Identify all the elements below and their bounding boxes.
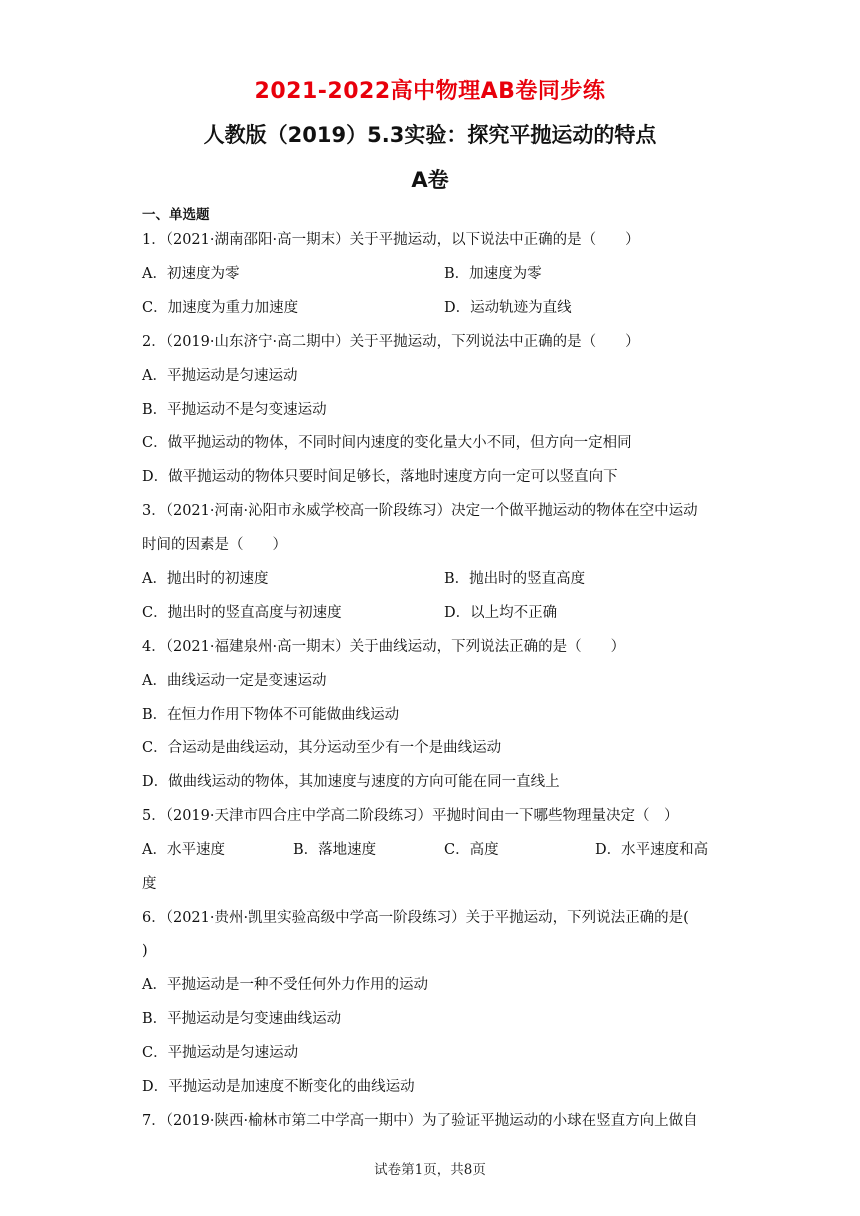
- question-5-stem: 5．（2019·天津市四合庄中学高二阶段练习）平抛时间由一下哪些物理量决定（ ）: [142, 808, 679, 824]
- question-2-option-a: A．平抛运动是匀速运动: [142, 368, 298, 384]
- question-1-option-d: D．运动轨迹为直线: [444, 300, 572, 316]
- question-3-stem-line1: 3．（2021·河南·沁阳市永威学校高一阶段练习）决定一个做平抛运动的物体在空中运动: [142, 503, 698, 519]
- section-heading: 一、单选题: [142, 207, 210, 223]
- question-2-option-d: D．做平抛运动的物体只要时间足够长，落地时速度方向一定可以竖直向下: [142, 469, 618, 485]
- paper-label: A卷: [411, 168, 449, 192]
- question-1-option-b: B．加速度为零: [444, 266, 542, 282]
- question-1-option-a: A．初速度为零: [142, 266, 240, 282]
- question-3-option-d: D．以上均不正确: [444, 605, 558, 621]
- question-4-option-b: B．在恒力作用下物体不可能做曲线运动: [142, 707, 400, 723]
- question-5-option-d-continued: 度: [142, 876, 157, 892]
- question-6-option-b: B．平抛运动是匀变速曲线运动: [142, 1011, 342, 1027]
- question-3-option-a: A．抛出时的初速度: [142, 571, 269, 587]
- question-6-stem-line1: 6．（2021·贵州·凯里实验高级中学高一阶段练习）关于平抛运动，下列说法正确的是(: [142, 910, 689, 926]
- question-6-option-d: D．平抛运动是加速度不断变化的曲线运动: [142, 1079, 415, 1095]
- question-6-option-a: A．平抛运动是一种不受任何外力作用的运动: [142, 977, 428, 993]
- question-5-option-c: C．高度: [444, 842, 499, 858]
- question-4-option-d: D．做曲线运动的物体，其加速度与速度的方向可能在同一直线上: [142, 774, 560, 790]
- question-4-option-a: A．曲线运动一定是变速运动: [142, 673, 327, 689]
- question-6-option-c: C．平抛运动是匀速运动: [142, 1045, 299, 1061]
- question-3-option-b: B．抛出时的竖直高度: [444, 571, 586, 587]
- question-1-option-c: C．加速度为重力加速度: [142, 300, 299, 316]
- exam-subtitle: 人教版（2019）5.3实验：探究平抛运动的特点: [203, 123, 657, 147]
- question-3-option-c: C．抛出时的竖直高度与初速度: [142, 605, 342, 621]
- question-5-option-a: A．水平速度: [142, 842, 225, 858]
- question-6-stem-line2: ): [142, 943, 148, 959]
- question-2-option-c: C．做平抛运动的物体，不同时间内速度的变化量大小不同，但方向一定相同: [142, 435, 632, 451]
- question-1-stem: 1．（2021·湖南邵阳·高一期末）关于平抛运动，以下说法中正确的是（ ）: [142, 232, 640, 248]
- question-4-stem: 4．（2021·福建泉州·高一期末）关于曲线运动，下列说法正确的是（ ）: [142, 639, 626, 655]
- question-2-option-b: B．平抛运动不是匀变速运动: [142, 402, 327, 418]
- question-5-option-d: D．水平速度和高: [595, 842, 709, 858]
- page-footer: 试卷第1页，共8页: [374, 1162, 486, 1178]
- question-4-option-c: C．合运动是曲线运动，其分运动至少有一个是曲线运动: [142, 740, 502, 756]
- question-2-stem: 2．（2019·山东济宁·高二期中）关于平抛运动，下列说法中正确的是（ ）: [142, 334, 640, 350]
- exam-title: 2021-2022高中物理AB卷同步练: [254, 79, 606, 104]
- question-3-stem-line2: 时间的因素是（ ）: [142, 537, 287, 553]
- question-5-option-b: B．落地速度: [293, 842, 377, 858]
- question-7-stem: 7．（2019·陕西·榆林市第二中学高一期中）为了验证平抛运动的小球在竖直方向上做自: [142, 1113, 698, 1129]
